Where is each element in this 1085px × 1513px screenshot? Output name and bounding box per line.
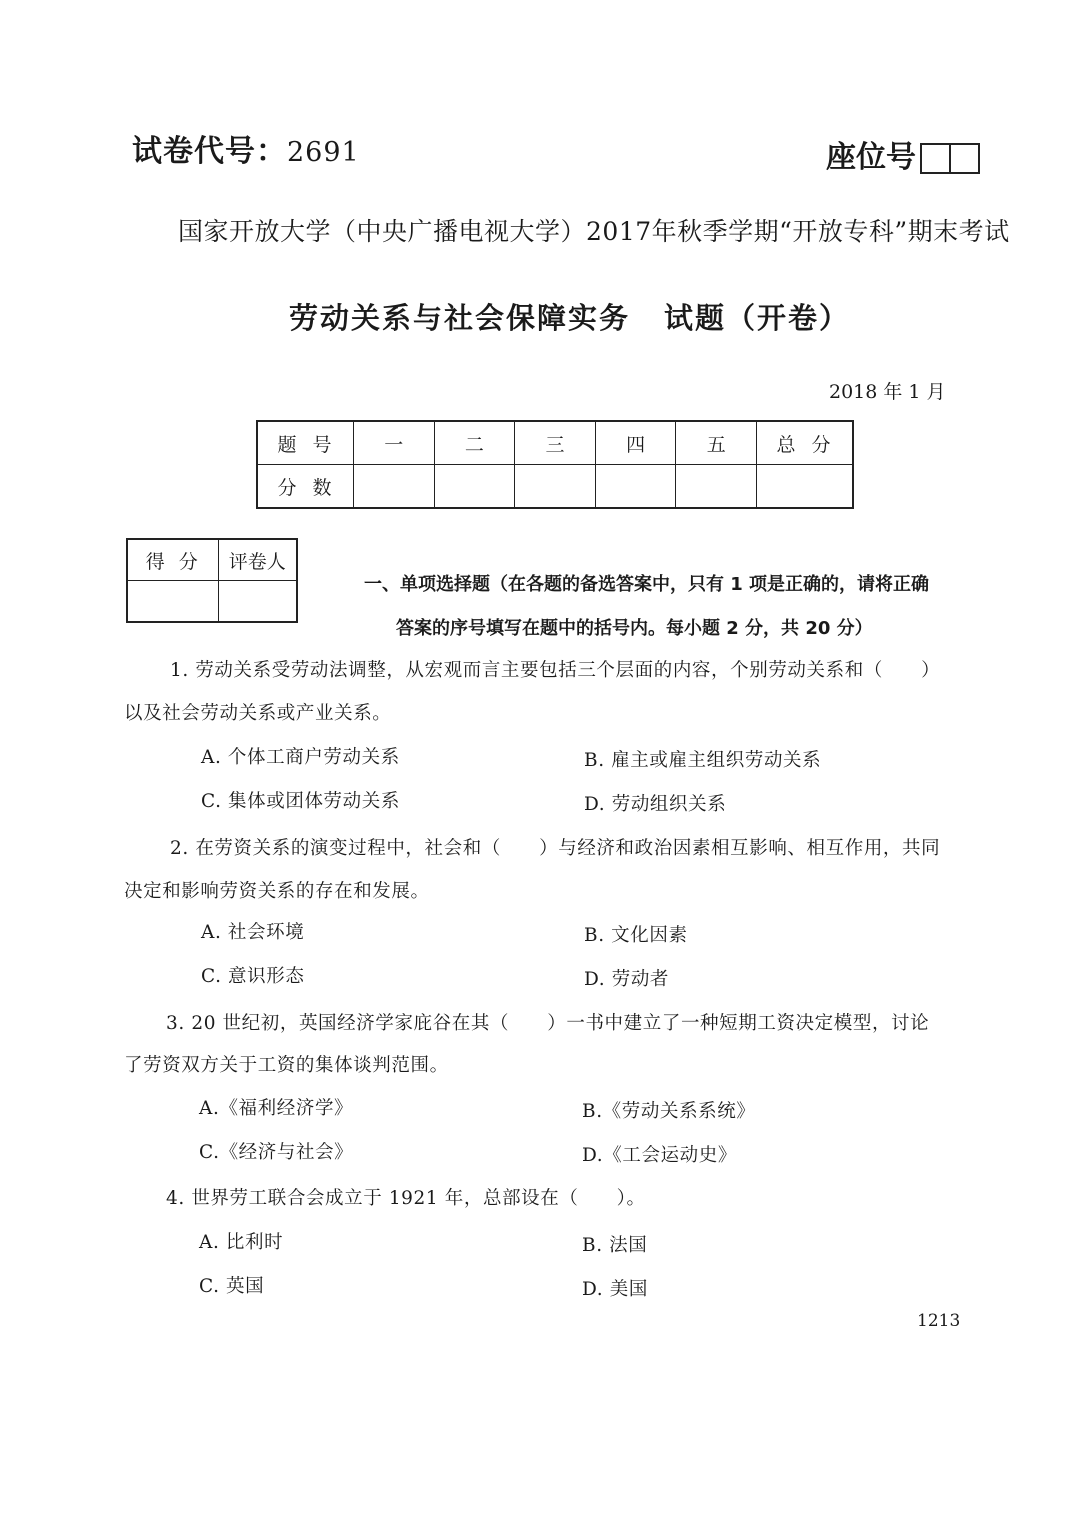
option-a[interactable]: A. 社会环境 [201, 922, 305, 943]
score-header-cell: 二 [434, 421, 515, 465]
page-number: 1213 [917, 1311, 961, 1331]
option-c[interactable]: C.《经济与社会》 [199, 1142, 354, 1163]
score-cell[interactable] [595, 465, 676, 509]
grader-score-label: 得分 [127, 539, 218, 581]
section-heading-cont: 答案的序号填写在题中的括号内。每小题 2 分，共 20 分） [396, 618, 873, 639]
paper-code-number: 2691 [287, 137, 360, 168]
exam-date: 2018 年 1 月 [829, 381, 946, 403]
option-b[interactable]: B. 文化因素 [584, 925, 688, 946]
seat-box[interactable] [920, 143, 951, 174]
option-c[interactable]: C. 英国 [199, 1276, 265, 1297]
score-header-cell: 五 [676, 421, 757, 465]
question-3-text: 3. 20 世纪初，英国经济学家庇谷在其（ ）一书中建立了一种短期工资决定模型，讨论 [166, 1013, 930, 1034]
seat-boxes [920, 143, 980, 174]
option-d[interactable]: D.《工会运动史》 [582, 1145, 737, 1166]
subject-name: 劳动关系与社会保障实务 [289, 301, 631, 335]
option-b[interactable]: B. 雇主或雇主组织劳动关系 [584, 750, 822, 771]
option-a[interactable]: A.《福利经济学》 [199, 1098, 354, 1119]
score-cell[interactable] [676, 465, 757, 509]
score-header-cell: 一 [353, 421, 434, 465]
grader-name-cell[interactable] [218, 581, 297, 623]
grader-name-label: 评卷人 [218, 539, 297, 581]
question-3-text-cont: 了劳资双方关于工资的集体谈判范围。 [124, 1055, 449, 1076]
option-b[interactable]: B. 法国 [582, 1235, 648, 1256]
score-header-cell: 四 [595, 421, 676, 465]
subject-suffix: 试题（开卷） [664, 301, 851, 335]
section-heading: 一、单项选择题（在各题的备选答案中，只有 1 项是正确的，请将正确 [364, 574, 930, 595]
question-4-text: 4. 世界劳工联合会成立于 1921 年，总部设在（ ）。 [166, 1188, 646, 1209]
option-d[interactable]: D. 美国 [582, 1279, 648, 1300]
seat-label: 座位号 [826, 140, 916, 175]
paper-code-label: 试卷代号： [132, 134, 287, 169]
seat-number [826, 132, 980, 176]
question-2-text: 2. 在劳资关系的演变过程中，社会和（ ）与经济和政治因素相互影响、相互作用，共同 [170, 838, 941, 859]
grader-table [126, 538, 298, 623]
score-table [256, 420, 854, 509]
seat-box[interactable] [949, 143, 980, 174]
option-c[interactable]: C. 集体或团体劳动关系 [201, 791, 400, 812]
option-d[interactable]: D. 劳动者 [584, 969, 670, 990]
option-d[interactable]: D. 劳动组织关系 [584, 794, 727, 815]
question-2-text-cont: 决定和影响劳资关系的存在和发展。 [124, 881, 430, 902]
score-cell[interactable] [757, 465, 853, 509]
score-cell[interactable] [515, 465, 596, 509]
exam-title: 国家开放大学（中央广播电视大学）2017年秋季学期“开放专科”期末考试 [178, 217, 1010, 246]
score-header-cell: 总分 [757, 421, 853, 465]
subject-title [289, 296, 850, 337]
option-b[interactable]: B.《劳动关系系统》 [582, 1101, 756, 1122]
score-cell[interactable] [434, 465, 515, 509]
score-table-header-row [257, 421, 853, 465]
score-cell[interactable] [353, 465, 434, 509]
question-1-text: 1. 劳动关系受劳动法调整，从宏观而言主要包括三个层面的内容，个别劳动关系和（ ） [170, 660, 941, 681]
option-a[interactable]: A. 个体工商户劳动关系 [201, 747, 400, 768]
paper-code [132, 126, 360, 170]
option-a[interactable]: A. 比利时 [199, 1232, 284, 1253]
score-row-label: 分数 [257, 465, 353, 509]
option-c[interactable]: C. 意识形态 [201, 966, 305, 987]
score-table-score-row [257, 465, 853, 509]
score-header-cell: 三 [515, 421, 596, 465]
question-1-text-cont: 以及社会劳动关系或产业关系。 [124, 703, 392, 724]
score-header-cell: 题号 [257, 421, 353, 465]
grader-score-cell[interactable] [127, 581, 218, 623]
